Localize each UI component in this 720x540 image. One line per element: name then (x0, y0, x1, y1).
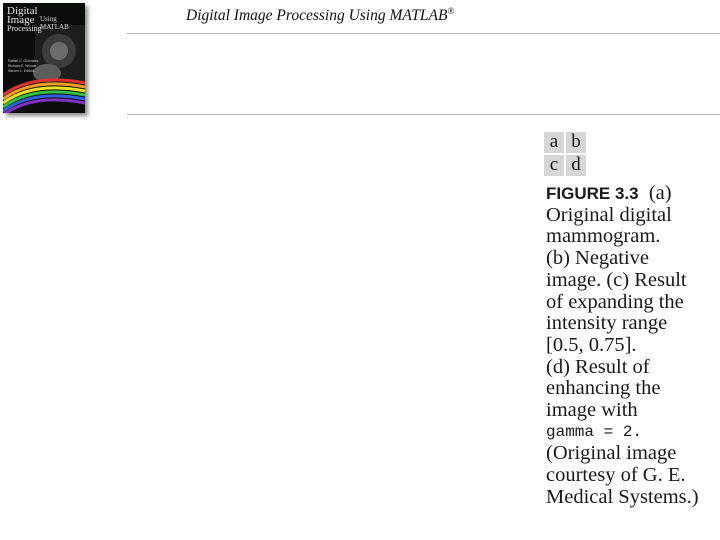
caption-line: [0.5, 0.75]. (546, 333, 637, 356)
figure-caption (546, 183, 718, 509)
figure-panel-key (544, 132, 586, 176)
caption-line: (Original image (546, 442, 677, 465)
book-cover-image (3, 3, 85, 113)
cover-title-line-3: Processing (7, 24, 42, 33)
caption-text: (a) (648, 182, 672, 204)
panel-label-b: b (566, 132, 586, 153)
caption-line: courtesy of G. E. (546, 464, 686, 487)
caption-code-line: gamma = 2. (546, 422, 643, 441)
caption-line: of expanding the (546, 290, 684, 313)
caption-line: intensity range (546, 312, 668, 335)
cover-title-line-2: Image (7, 14, 35, 26)
panel-label-d: d (566, 155, 586, 176)
page-title-text: Digital Image Processing Using MATLAB (186, 7, 448, 25)
caption-line: (b) Negative (546, 247, 650, 270)
cover-title (7, 7, 42, 33)
caption-line (546, 183, 718, 205)
registered-mark: ® (447, 6, 455, 16)
header-divider-bottom (127, 114, 720, 115)
cover-title-line-1: Digital (7, 5, 38, 17)
caption-line: mammogram. (546, 225, 661, 248)
caption-line: Medical Systems.) (546, 485, 699, 508)
caption-line: Original digital (546, 203, 672, 226)
panel-label-a: a (544, 132, 564, 153)
cover-author: Richard E. Woods (8, 64, 37, 68)
cover-author: Steven L. Eddins (8, 69, 35, 73)
figure-label: FIGURE 3.3 (546, 184, 639, 203)
page-title (186, 6, 454, 25)
cover-author: Rafael C. Gonzalez (8, 59, 39, 63)
caption-line: image. (c) Result (546, 268, 687, 291)
cover-authors (8, 59, 38, 74)
caption-line: image with (546, 399, 638, 422)
cover-subtitle: Using MATLAB (40, 15, 69, 31)
caption-line: enhancing the (546, 377, 661, 400)
header-divider-top (127, 33, 720, 34)
panel-label-c: c (544, 155, 564, 176)
caption-line: (d) Result of (546, 355, 650, 378)
